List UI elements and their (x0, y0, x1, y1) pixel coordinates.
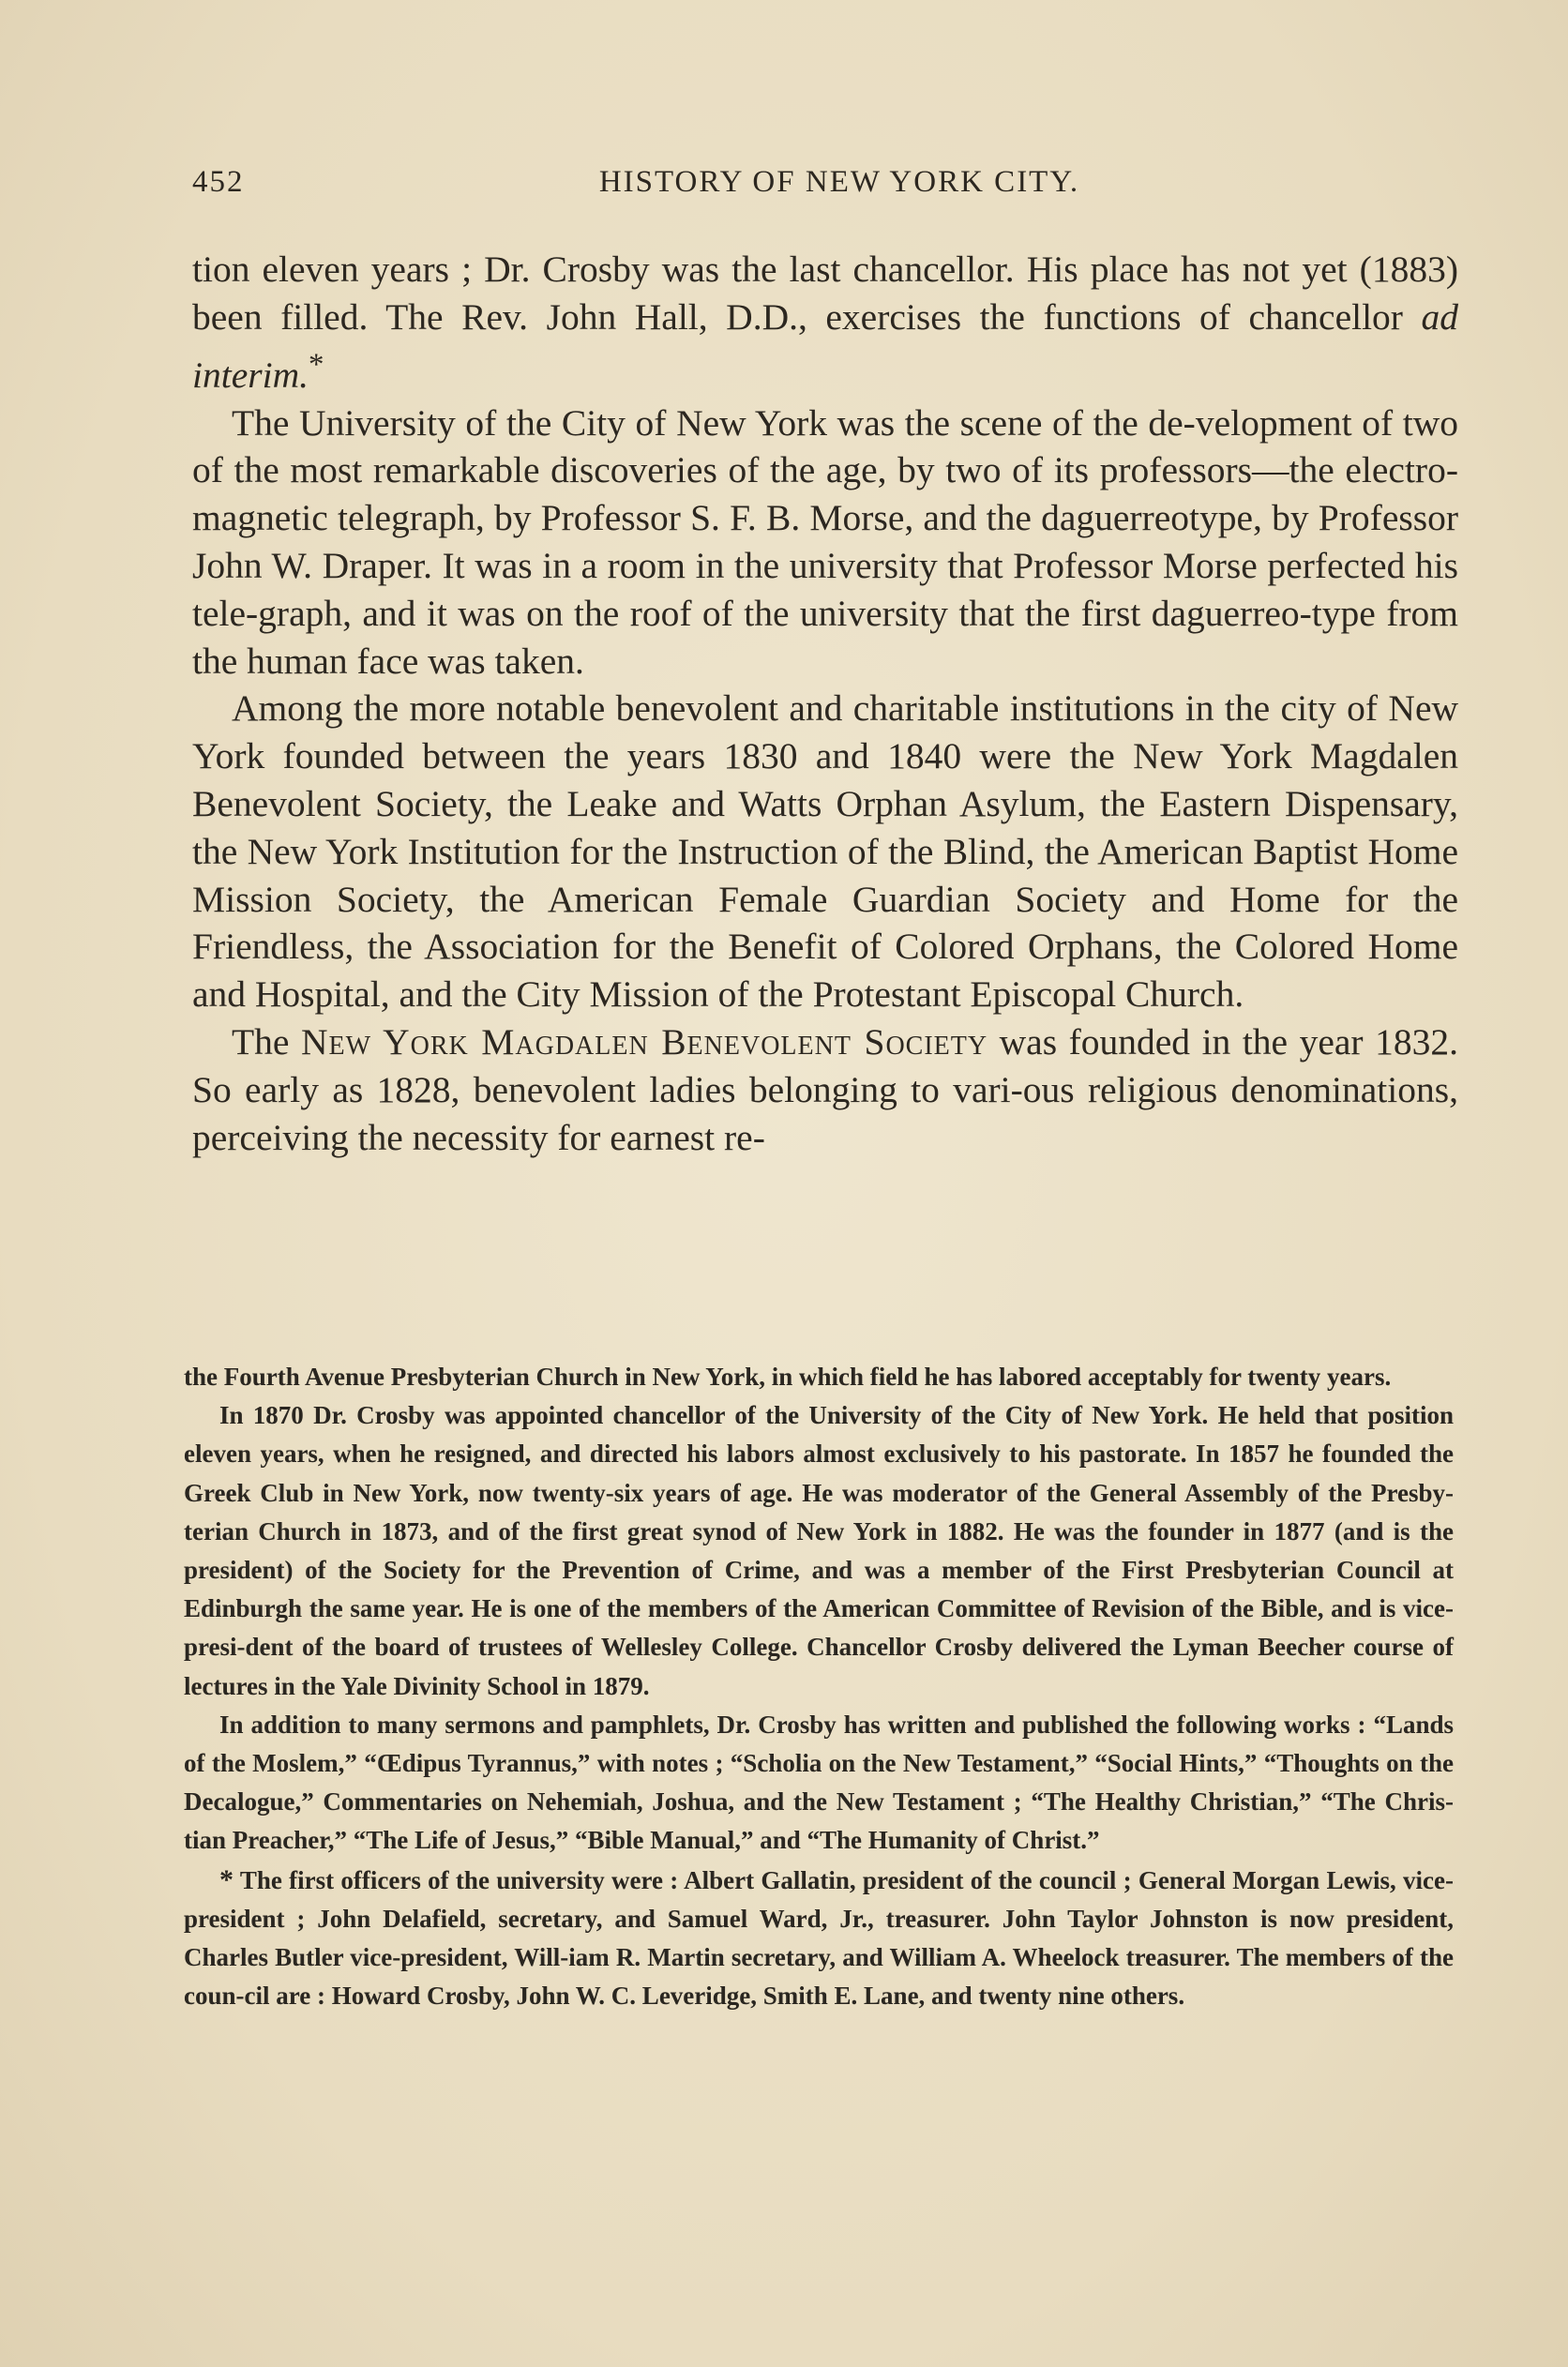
footnote-continuation: the Fourth Avenue Presbyterian Church in New York, in which field he has labored acceptably for twenty years. (184, 1363, 1392, 1391)
footnote-ref: * (308, 347, 324, 382)
paragraph-4-lead: The (232, 1020, 301, 1063)
footnote-paragraph: In addition to many sermons and pamphlets, Dr. Crosby has written and published the following works : “Lands of the Moslem,” “Œdipus Tyrannus,” with notes ; “Scholia on the New Testament,” “Social Hints,” “Thoughts on the Decalogue,” Commentaries on Nehemiah, Joshua, and the New Testament ; “The Healthy Christian,” “The Chris-tian Preacher,” “The Life of Jesus,” “Bible Manual,” and “The Humanity of Christ.” (184, 1710, 1454, 1855)
footnote-mark: * (219, 1863, 234, 1895)
italic-phrase: ad interim. (192, 295, 1458, 396)
footnote-paragraph: In 1870 Dr. Crosby was appointed chancellor of the University of the City of New York. He held that position eleven years, when he resigned, and directed his labors almost exclusively to his pastorate. In 1857 he founded the Greek Club in New York, now twenty-six years of age. He was moderator of the General Assembly of the Presby-terian Church in 1873, and of the first great synod of New York in 1882. He was the founder in 1877 (and is the president) of the Society for the Prevention of Crime, and was a member of the First Presbyterian Council at Edinburgh the same year. He is one of the members of the American Committee of Revision of the Bible, and is vice-presi-dent of the board of trustees of Wellesley College. Chancellor Crosby delivered the Lyman Beecher course of lectures in the Yale Divinity School in 1879. (184, 1401, 1454, 1700)
society-name: New York Magdalen Benevolent Society (300, 1020, 988, 1063)
running-title: HISTORY OF NEW YORK CITY. (598, 165, 1080, 199)
footnotes (184, 1358, 1454, 2015)
paragraph-1-text: tion eleven years ; Dr. Crosby was the last chancellor. His place has not yet (1883) been filled. The Rev. John Hall, D.D., exercises the functions of chancellor (192, 249, 1458, 338)
paragraph-1 (192, 246, 1458, 400)
paragraph-2: The University of the City of New York was the scene of the de-velopment of two of the most remarkable discoveries of the age, by two of its professors—the electro-magnetic telegraph, by Professor S. F. B. Morse, and the daguerreotype, by Professor John W. Draper. It was in a room in the university that Professor Morse perfected his tele-graph, and it was on the roof of the university that the first daguerreo-type from the human face was taken. (192, 401, 1458, 682)
running-head (192, 165, 1486, 208)
footnote-star (184, 1861, 1454, 2016)
paragraph-4 (192, 1018, 1458, 1161)
paragraph-4-text: was founded in the year 1832. So early as 1828, benevolent ladies belonging to vari-ous religious denominations, perceiving the necessity for earnest re- (192, 1020, 1458, 1158)
main-text (192, 246, 1458, 1161)
paragraph-3: Among the more notable benevolent and charitable institutions in the city of New York founded between the years 1830 and 1840 were the New York Magdalen Benevolent Society, the Leake and Watts Orphan Asylum, the Eastern Dispensary, the New York Institution for the Instruction of the Blind, the American Baptist Home Mission Society, the American Female Guardian Society and Home for the Friendless, the Association for the Benefit of Colored Orphans, the Colored Home and Hospital, and the City Mission of the Protestant Episcopal Church. (192, 687, 1458, 1016)
page-number: 452 (192, 165, 245, 199)
footnote-star-text: The first officers of the university were : Albert Gallatin, president of the council ; General Morgan Lewis, vice-president ; John Delafield, secretary, and Samuel Ward, Jr., treasurer. John Taylor Johnston is now president, Charles Butler vice-president, Will-iam R. Martin secretary, and William A. Wheelock treasurer. The members of the coun-cil are : Howard Crosby, John W. C. Leveridge, Smith E. Lane, and twenty nine others. (184, 1865, 1454, 2011)
